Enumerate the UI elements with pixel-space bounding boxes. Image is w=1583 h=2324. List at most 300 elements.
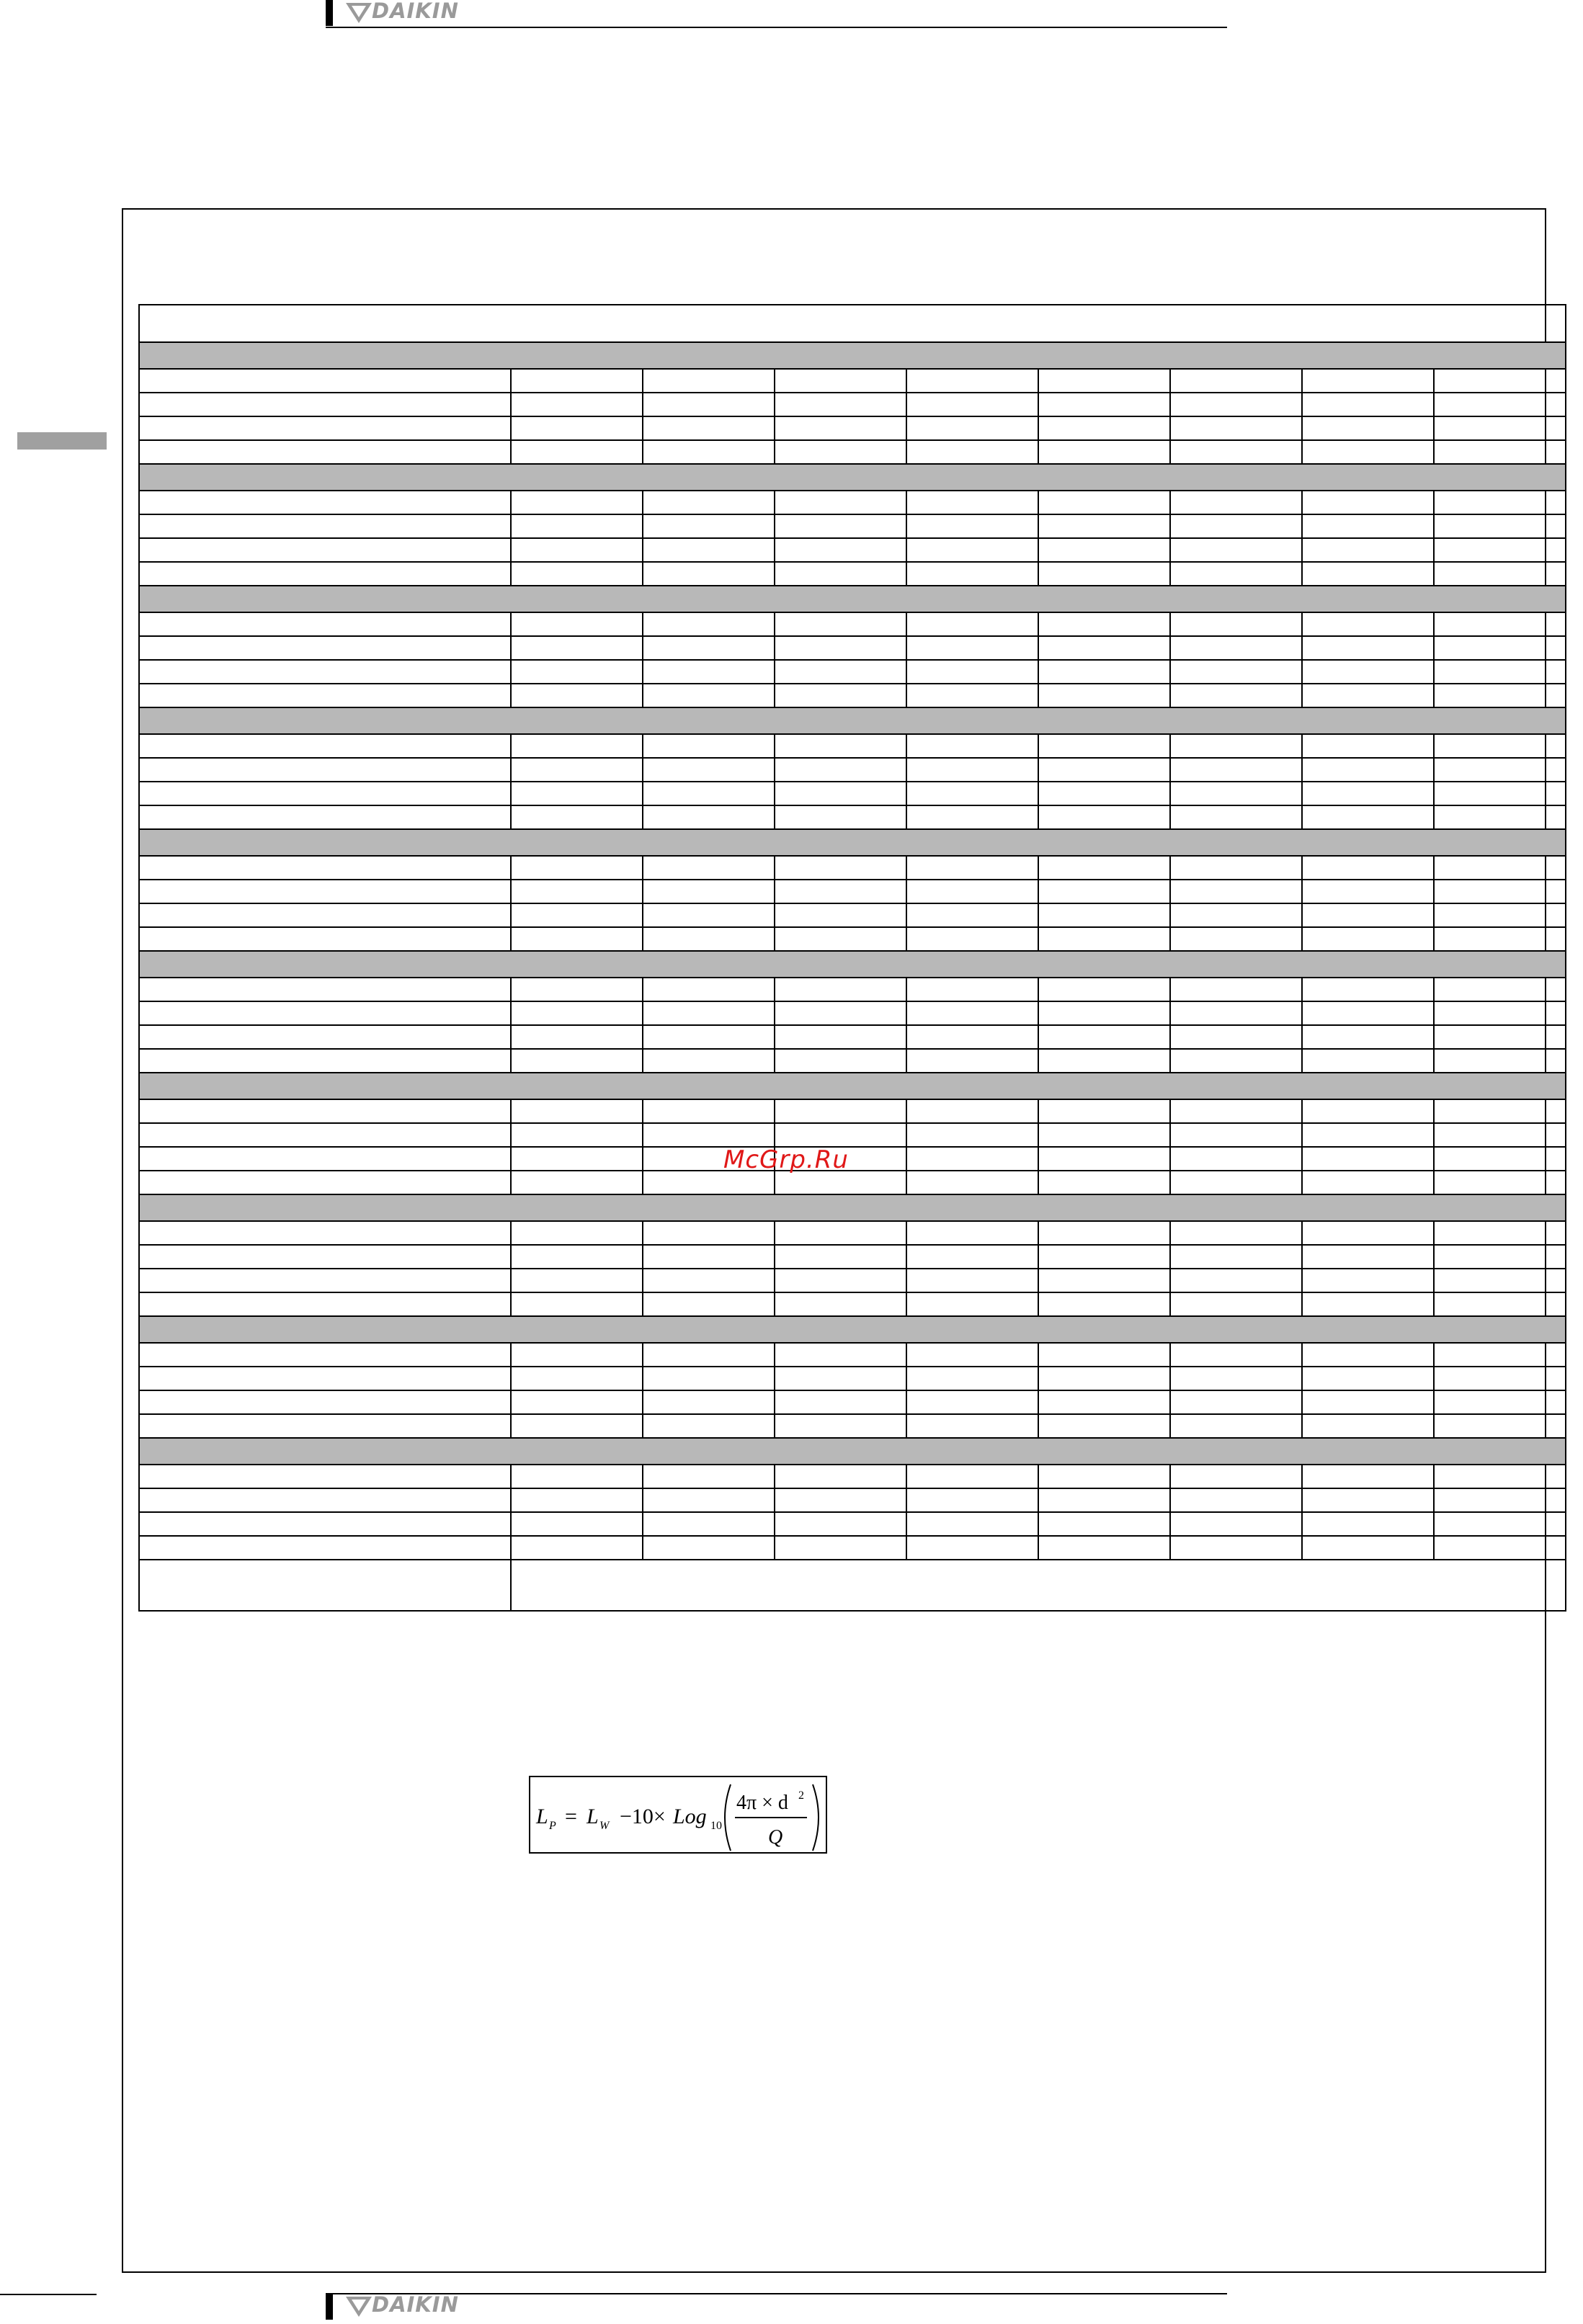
value-cell [1302, 927, 1434, 951]
section-header-cell [139, 707, 1566, 734]
value-cell [643, 1343, 775, 1367]
value-cell [906, 1001, 1038, 1025]
value-cell [1434, 514, 1566, 538]
sound-pressure-formula [529, 1776, 827, 1854]
section-header-cell [139, 1073, 1566, 1099]
formula-lw: L [587, 1805, 599, 1828]
value-cell [643, 1465, 775, 1488]
value-cell [1302, 636, 1434, 660]
value-cell [906, 1025, 1038, 1049]
value-cell [1434, 1414, 1566, 1438]
value-cell [511, 1171, 643, 1194]
value-cell [775, 758, 906, 782]
value-cell [511, 491, 643, 514]
value-cell [775, 1123, 906, 1147]
value-cell [1038, 636, 1170, 660]
value-cell [1170, 416, 1302, 440]
value-cell [1170, 734, 1302, 758]
value-cell [906, 903, 1038, 927]
value-cell [1038, 903, 1170, 927]
section-tab [17, 432, 107, 450]
value-cell [511, 1488, 643, 1512]
row-label-cell [139, 514, 511, 538]
value-cell [906, 1536, 1038, 1560]
value-cell [1434, 805, 1566, 829]
value-cell [1038, 1099, 1170, 1123]
watermark: McGrp.Ru [723, 1145, 849, 1174]
value-cell [906, 1245, 1038, 1269]
row-label-cell [139, 1025, 511, 1049]
table-title-row [139, 305, 1566, 342]
value-cell [775, 978, 906, 1001]
value-cell [1434, 660, 1566, 684]
value-cell [643, 1292, 775, 1316]
value-cell [1434, 1001, 1566, 1025]
row-label-cell [139, 636, 511, 660]
formula-minus-ten: −10× [620, 1805, 666, 1828]
value-cell [1170, 636, 1302, 660]
section-header-cell [139, 1316, 1566, 1343]
value-cell [1302, 782, 1434, 805]
value-cell [511, 903, 643, 927]
value-cell [1434, 758, 1566, 782]
value-cell [643, 1221, 775, 1245]
value-cell [775, 856, 906, 880]
footer-logo [326, 2294, 491, 2320]
table-row [139, 1123, 1566, 1147]
value-cell [511, 782, 643, 805]
value-cell [775, 416, 906, 440]
value-cell [1434, 1269, 1566, 1292]
value-cell [643, 491, 775, 514]
value-cell [1302, 903, 1434, 927]
table-row [139, 1488, 1566, 1512]
value-cell [1302, 1025, 1434, 1049]
value-cell [511, 1292, 643, 1316]
value-cell [1302, 538, 1434, 562]
value-cell [906, 1099, 1038, 1123]
value-cell [1038, 684, 1170, 707]
value-cell [1302, 1367, 1434, 1390]
value-cell [643, 1367, 775, 1390]
row-label-cell [139, 1245, 511, 1269]
value-cell [906, 538, 1038, 562]
table-row [139, 1245, 1566, 1269]
value-cell [775, 660, 906, 684]
value-cell [1038, 393, 1170, 416]
value-cell [643, 1001, 775, 1025]
table-row [139, 1512, 1566, 1536]
value-cell [643, 758, 775, 782]
value-cell [643, 805, 775, 829]
value-cell [643, 1269, 775, 1292]
value-cell [775, 1465, 906, 1488]
value-cell [1434, 538, 1566, 562]
value-cell [1170, 1147, 1302, 1171]
section-header-row [139, 586, 1566, 612]
table-row [139, 612, 1566, 636]
value-cell [1302, 1049, 1434, 1073]
header-rule [326, 27, 1227, 28]
footer-brand: DAIKIN [372, 2292, 459, 2317]
value-cell [1302, 1245, 1434, 1269]
table-row [139, 880, 1566, 903]
table-row [139, 660, 1566, 684]
row-label-cell [139, 1390, 511, 1414]
value-cell [906, 612, 1038, 636]
value-cell [511, 805, 643, 829]
value-cell [1170, 1488, 1302, 1512]
value-cell [1302, 1414, 1434, 1438]
header-logo [326, 0, 491, 26]
row-label-cell [139, 1488, 511, 1512]
row-label-cell [139, 562, 511, 586]
value-cell [511, 1367, 643, 1390]
value-cell [643, 636, 775, 660]
row-label-cell [139, 856, 511, 880]
value-cell [1038, 1147, 1170, 1171]
table-row [139, 538, 1566, 562]
value-cell [1302, 393, 1434, 416]
value-cell [1038, 1123, 1170, 1147]
value-cell [775, 514, 906, 538]
value-cell [1038, 660, 1170, 684]
value-cell [643, 1512, 775, 1536]
formula-lp-sub: P [549, 1820, 556, 1832]
value-cell [643, 1099, 775, 1123]
row-label-cell [139, 1269, 511, 1292]
value-cell [511, 758, 643, 782]
row-label-cell [139, 978, 511, 1001]
value-cell [1434, 1123, 1566, 1147]
table-row [139, 1025, 1566, 1049]
value-cell [775, 1367, 906, 1390]
value-cell [775, 684, 906, 707]
value-cell [1170, 978, 1302, 1001]
value-cell [511, 1465, 643, 1488]
value-cell [1302, 1536, 1434, 1560]
value-cell [1038, 514, 1170, 538]
value-cell [1302, 369, 1434, 393]
section-header-cell [139, 829, 1566, 856]
row-label-cell [139, 416, 511, 440]
value-cell [1302, 660, 1434, 684]
value-cell [906, 1269, 1038, 1292]
value-cell [1170, 1512, 1302, 1536]
value-cell [511, 927, 643, 951]
value-cell [1170, 805, 1302, 829]
table-title-cell [139, 305, 1566, 342]
value-cell [775, 1414, 906, 1438]
value-cell [1302, 1390, 1434, 1414]
row-label-cell [139, 393, 511, 416]
value-cell [1038, 1367, 1170, 1390]
value-cell [511, 1147, 643, 1171]
value-cell [906, 880, 1038, 903]
value-cell [1170, 538, 1302, 562]
table-row [139, 1049, 1566, 1073]
value-cell [906, 1123, 1038, 1147]
value-cell [1302, 1292, 1434, 1316]
value-cell [906, 1171, 1038, 1194]
section-header-row [139, 951, 1566, 978]
section-header-cell [139, 1194, 1566, 1221]
value-cell [1170, 1025, 1302, 1049]
value-cell [906, 1221, 1038, 1245]
value-cell [1170, 758, 1302, 782]
value-cell [775, 612, 906, 636]
sound-data-table [138, 304, 1566, 1612]
value-cell [1170, 1245, 1302, 1269]
row-label-cell [139, 782, 511, 805]
value-cell [643, 1025, 775, 1049]
value-cell [511, 684, 643, 707]
value-cell [1170, 782, 1302, 805]
value-cell [1038, 927, 1170, 951]
value-cell [511, 1390, 643, 1414]
value-cell [1434, 369, 1566, 393]
value-cell [511, 1025, 643, 1049]
value-cell [643, 440, 775, 464]
value-cell [775, 636, 906, 660]
table-row [139, 1367, 1566, 1390]
value-cell [775, 1292, 906, 1316]
value-cell [775, 805, 906, 829]
value-cell [1434, 491, 1566, 514]
formula-log: Log [673, 1805, 707, 1828]
value-cell [1170, 1171, 1302, 1194]
row-label-cell [139, 684, 511, 707]
value-cell [1170, 1465, 1302, 1488]
row-label-cell [139, 927, 511, 951]
value-cell [1302, 734, 1434, 758]
value-cell [906, 1147, 1038, 1171]
value-cell [1038, 1414, 1170, 1438]
table-notes-row [139, 1560, 1566, 1611]
formula-lw-sub: W [599, 1820, 610, 1832]
value-cell [1038, 1221, 1170, 1245]
value-cell [511, 1099, 643, 1123]
value-cell [1434, 978, 1566, 1001]
value-cell [1302, 514, 1434, 538]
value-cell [1170, 440, 1302, 464]
row-label-cell [139, 1221, 511, 1245]
value-cell [511, 562, 643, 586]
value-cell [1434, 1367, 1566, 1390]
value-cell [1170, 393, 1302, 416]
value-cell [511, 369, 643, 393]
value-cell [1038, 734, 1170, 758]
value-cell [775, 1512, 906, 1536]
value-cell [1038, 538, 1170, 562]
value-cell [1170, 1099, 1302, 1123]
table-row [139, 1465, 1566, 1488]
row-label-cell [139, 1465, 511, 1488]
value-cell [643, 927, 775, 951]
value-cell [643, 416, 775, 440]
value-cell [775, 1025, 906, 1049]
value-cell [511, 1123, 643, 1147]
value-cell [643, 734, 775, 758]
value-cell [1434, 1488, 1566, 1512]
row-label-cell [139, 880, 511, 903]
value-cell [906, 660, 1038, 684]
value-cell [1302, 1123, 1434, 1147]
value-cell [1434, 684, 1566, 707]
value-cell [906, 491, 1038, 514]
table-row [139, 393, 1566, 416]
value-cell [511, 1536, 643, 1560]
value-cell [1434, 927, 1566, 951]
value-cell [1170, 1221, 1302, 1245]
value-cell [1302, 562, 1434, 586]
value-cell [1302, 491, 1434, 514]
value-cell [906, 636, 1038, 660]
value-cell [775, 1390, 906, 1414]
value-cell [643, 1414, 775, 1438]
section-header-row [139, 464, 1566, 491]
row-label-cell [139, 1123, 511, 1147]
section-header-cell [139, 586, 1566, 612]
value-cell [643, 514, 775, 538]
value-cell [1038, 805, 1170, 829]
value-cell [1038, 1343, 1170, 1367]
table-row [139, 1536, 1566, 1560]
row-label-cell [139, 612, 511, 636]
value-cell [775, 538, 906, 562]
value-cell [511, 1269, 643, 1292]
value-cell [1434, 612, 1566, 636]
value-cell [1302, 612, 1434, 636]
table-row [139, 369, 1566, 393]
logo-bar [326, 2294, 333, 2320]
value-cell [1038, 1465, 1170, 1488]
value-cell [1434, 1343, 1566, 1367]
row-label-cell [139, 1147, 511, 1171]
row-label-cell [139, 369, 511, 393]
value-cell [643, 1123, 775, 1147]
value-cell [1170, 514, 1302, 538]
row-label-cell [139, 1171, 511, 1194]
value-cell [643, 1049, 775, 1073]
value-cell [511, 514, 643, 538]
value-cell [643, 1245, 775, 1269]
value-cell [511, 660, 643, 684]
value-cell [1302, 440, 1434, 464]
value-cell [511, 440, 643, 464]
formula-log-sub: 10 [710, 1820, 722, 1832]
table-row [139, 440, 1566, 464]
value-cell [511, 416, 643, 440]
value-cell [775, 782, 906, 805]
row-label-cell [139, 1001, 511, 1025]
value-cell [511, 856, 643, 880]
value-cell [1170, 1536, 1302, 1560]
value-cell [1038, 562, 1170, 586]
table-row [139, 491, 1566, 514]
value-cell [1170, 1049, 1302, 1073]
value-cell [1170, 660, 1302, 684]
value-cell [1302, 1269, 1434, 1292]
value-cell [906, 805, 1038, 829]
section-header-row [139, 1316, 1566, 1343]
value-cell [1038, 1269, 1170, 1292]
value-cell [511, 1414, 643, 1438]
value-cell [1170, 1001, 1302, 1025]
value-cell [1434, 440, 1566, 464]
section-header-row [139, 1438, 1566, 1465]
value-cell [1170, 1292, 1302, 1316]
value-cell [1038, 978, 1170, 1001]
table-row [139, 684, 1566, 707]
value-cell [643, 1536, 775, 1560]
value-cell [906, 684, 1038, 707]
row-label-cell [139, 758, 511, 782]
table-row [139, 1343, 1566, 1367]
value-cell [906, 978, 1038, 1001]
value-cell [643, 978, 775, 1001]
value-cell [1170, 927, 1302, 951]
value-cell [906, 393, 1038, 416]
value-cell [1038, 880, 1170, 903]
value-cell [1038, 1001, 1170, 1025]
value-cell [1038, 416, 1170, 440]
table-row [139, 1171, 1566, 1194]
section-header-row [139, 829, 1566, 856]
value-cell [643, 660, 775, 684]
value-cell [511, 880, 643, 903]
value-cell [775, 1221, 906, 1245]
value-cell [1302, 1488, 1434, 1512]
value-cell [643, 903, 775, 927]
table-row [139, 1390, 1566, 1414]
value-cell [1434, 416, 1566, 440]
value-cell [1170, 562, 1302, 586]
value-cell [775, 1049, 906, 1073]
row-label-cell [139, 440, 511, 464]
logo-bar [326, 0, 333, 26]
formula-equals: = [565, 1805, 577, 1828]
value-cell [1038, 612, 1170, 636]
value-cell [906, 416, 1038, 440]
value-cell [1302, 1099, 1434, 1123]
table-row [139, 927, 1566, 951]
value-cell [1434, 734, 1566, 758]
value-cell [906, 369, 1038, 393]
row-label-cell [139, 903, 511, 927]
value-cell [1038, 1488, 1170, 1512]
value-cell [1434, 1245, 1566, 1269]
value-cell [643, 393, 775, 416]
table-row [139, 1414, 1566, 1438]
value-cell [906, 1367, 1038, 1390]
value-cell [1170, 1343, 1302, 1367]
value-cell [1302, 1221, 1434, 1245]
value-cell [1434, 1025, 1566, 1049]
formula-numerator: 4π × d [736, 1792, 788, 1814]
formula-denominator: Q [768, 1826, 783, 1849]
section-header-cell [139, 951, 1566, 978]
value-cell [906, 1465, 1038, 1488]
value-cell [906, 1049, 1038, 1073]
value-cell [1038, 1536, 1170, 1560]
value-cell [511, 636, 643, 660]
value-cell [775, 1099, 906, 1123]
row-label-cell [139, 1099, 511, 1123]
value-cell [1038, 1025, 1170, 1049]
value-cell [775, 440, 906, 464]
value-cell [1170, 684, 1302, 707]
